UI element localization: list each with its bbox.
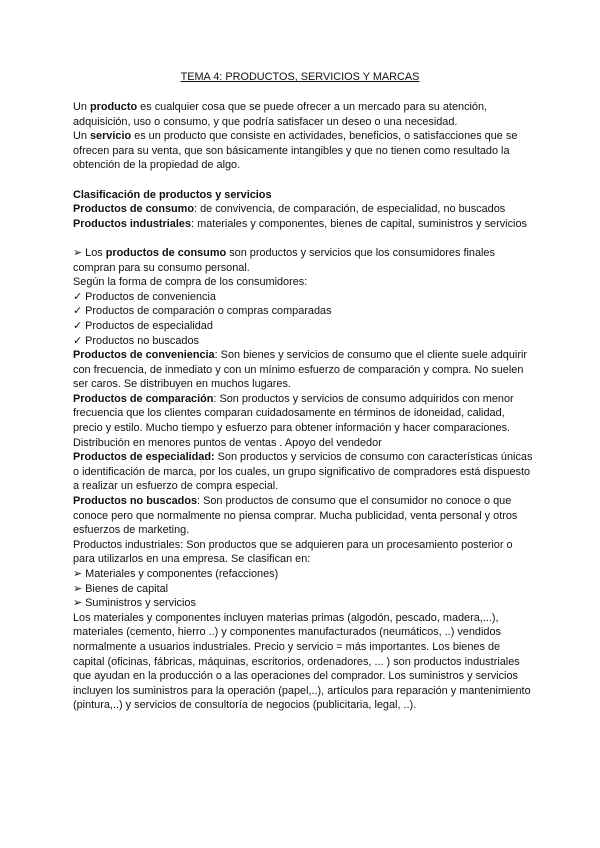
heading-text: Clasificación de productos y servicios xyxy=(73,188,272,201)
consumo-intro xyxy=(73,246,533,275)
conveniencia-text: : Son bienes y servicios de consumo que el cliente suele adquirir con frecuencia, de inmediato y con un mínimo esfuerzo de comparación y compra. No suelen ser caros. Se distribuyen en muchos lugares. xyxy=(73,349,527,391)
consumo-term: Productos de consumo xyxy=(73,203,195,216)
comparacion-paragraph xyxy=(73,392,533,450)
consumo-text: son productos y servicios que los consumidores finales compran para su consumo personal. xyxy=(73,246,495,274)
producto-definition xyxy=(73,100,533,129)
producto-term: producto xyxy=(89,101,138,113)
page-title: TEMA 4: PRODUCTOS, SERVICIOS Y MARCAS xyxy=(180,71,420,83)
check-item: ✓ Productos de comparación o compras comparadas xyxy=(73,305,332,318)
consumo-term: productos de consumo xyxy=(105,246,227,259)
check-item: ✓ Productos no buscados xyxy=(73,334,199,347)
industriales-intro: Productos industriales: Son productos que se adquieren para un procesamiento posterior o para utilizarlos en una empresa. Se clasifican en: xyxy=(73,538,513,566)
consumo-summary xyxy=(73,202,533,217)
industriales-paragraph: Los materiales y componentes incluyen materias primas (algodón, pescado, madera,...), materiales (cemento, hierro ..) y componentes manufacturados (neumáticos, ..) vendidos normalmente a usuarios industriales. Precio y servicio = más importantes. Los bienes de capital (oficinas, fábricas, máquinas, escritorios, ordenadores, ... ) son productos industriales que ayudan en la producción o a las operaciones del comprador. Los suministros y servicios incluyen los suministros para la operación (papel,..), artículos para reparación y mantenimiento (pintura,..) y servicios de consultoría de negocios (publicitaria, legal, ..). xyxy=(73,611,531,712)
especialidad-paragraph xyxy=(73,450,533,494)
servicio-definition xyxy=(73,129,533,173)
comparacion-term: Productos de comparación xyxy=(73,392,214,405)
text: Un xyxy=(73,130,90,143)
text: Un xyxy=(73,101,90,113)
producto-text: es cualquier cosa que se puede ofrecer a un mercado para su atención, adquisición, uso o consumo, y que podría satisfacer un deseo o una necesidad. xyxy=(73,101,488,128)
industriales-term: Productos industriales xyxy=(73,217,192,230)
spacer xyxy=(73,231,533,246)
industriales-item: ➢ Bienes de capital xyxy=(73,582,169,595)
servicio-term: servicio xyxy=(89,130,132,143)
check-item: ✓ Productos de especialidad xyxy=(73,319,213,332)
industriales-summary xyxy=(73,217,533,232)
industriales-text: : materiales y componentes, bienes de capital, suministros y servicios xyxy=(191,217,527,230)
nobuscados-text: : Son productos de consumo que el consumidor no conoce o que conoce pero que normalmente no piensa comprar. Mucha publicidad, venta personal y otros esfuerzos de marketing. xyxy=(73,495,518,537)
especialidad-term: Productos de especialidad: xyxy=(73,451,215,464)
servicio-text: es un producto que consiste en actividades, beneficios, o satisfacciones que se ofrecen para su venta, que son básicamente intangibles y que no tienen como resultado la obtención de la propiedad de algo. xyxy=(73,130,518,172)
document-body xyxy=(73,100,533,713)
industriales-item: ➢ Materiales y componentes (refacciones) xyxy=(73,568,279,580)
especialidad-text: Son productos y servicios de consumo con características únicas o identificación de marca, por los cuales, un grupo significativo de compradores está dispuesto a realizar un esfuerzo de compra especial. xyxy=(73,451,533,493)
segun-line: Según la forma de compra de los consumidores: xyxy=(73,276,308,289)
comparacion-text: : Son productos y servicios de consumo adquiridos con menor frecuencia que los clientes comparan cuidadosamente en términos de idoneidad, calidad, precio y estilo. Mucho tiempo y esfuerzo para obtener información y hacer comparaciones. Distribución en menores puntos de ventas . Apoyo del vendedor xyxy=(73,392,514,449)
conveniencia-paragraph xyxy=(73,348,533,392)
spacer xyxy=(73,173,533,188)
nobuscados-paragraph xyxy=(73,494,533,538)
clasificacion-heading xyxy=(73,188,533,203)
nobuscados-term: Productos no buscados xyxy=(73,495,198,508)
industriales-item: ➢ Suministros y servicios xyxy=(73,597,196,610)
arrow-bullet: ➢ Los xyxy=(73,246,106,259)
conveniencia-term: Productos de conveniencia xyxy=(73,349,215,362)
consumo-text: : de convivencia, de comparación, de especialidad, no buscados xyxy=(194,203,506,216)
check-item: ✓ Productos de conveniencia xyxy=(73,290,216,303)
